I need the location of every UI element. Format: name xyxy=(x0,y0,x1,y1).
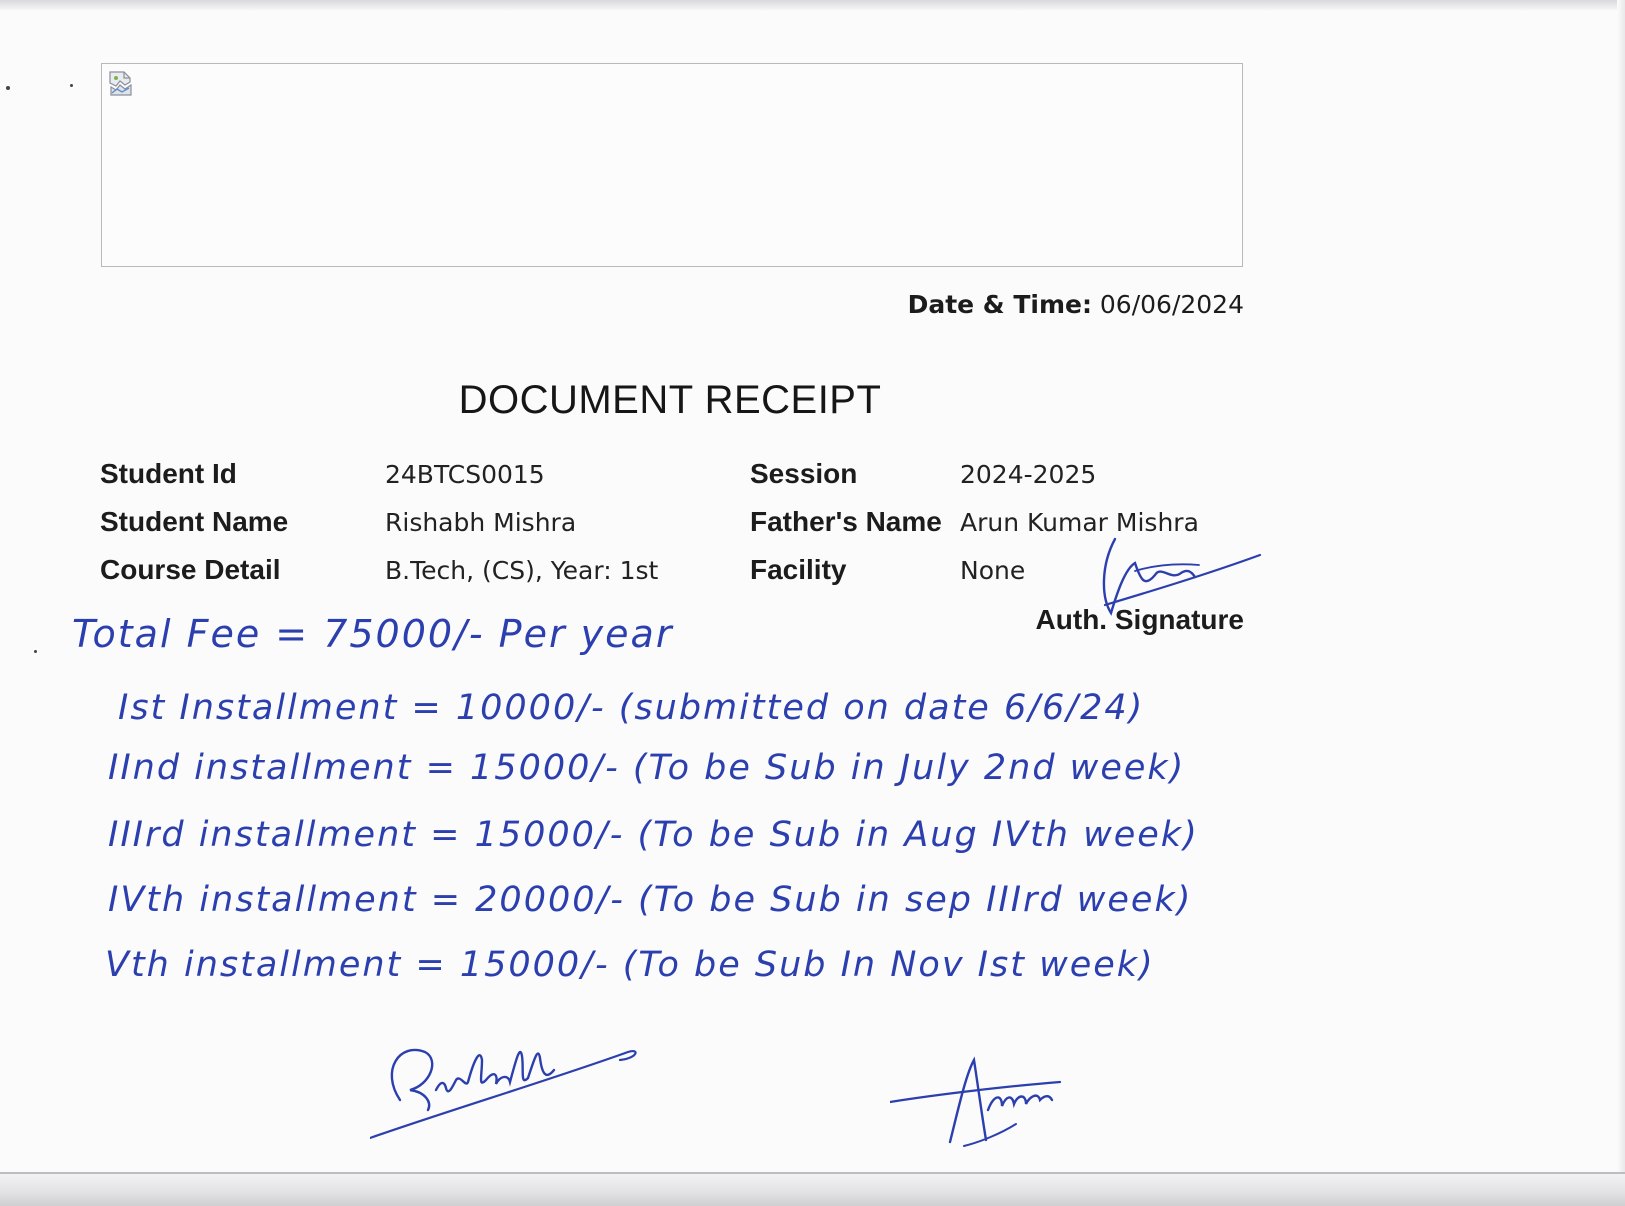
page-title: DOCUMENT RECEIPT xyxy=(458,378,882,422)
scan-speck xyxy=(70,84,73,87)
course-detail-label: Course Detail xyxy=(100,554,281,585)
broken-image-icon xyxy=(107,69,135,97)
scan-speck xyxy=(34,650,37,653)
auth-signature-label: Auth. Signature xyxy=(1035,604,1244,635)
handwritten-note: IInd installment = 15000/- (To be Sub in July 2nd week) xyxy=(108,748,1186,788)
handwritten-note: Total Fee = 75000/- Per year xyxy=(72,612,674,656)
session-value: 2024-2025 xyxy=(960,460,1097,489)
course-detail-value: B.Tech, (CS), Year: 1st xyxy=(385,556,659,585)
student-name-value: Rishabh Mishra xyxy=(385,508,577,537)
father-name-label: Father's Name xyxy=(750,506,942,537)
date-time-value: 06/06/2024 xyxy=(1099,290,1244,319)
student-name-label: Student Name xyxy=(100,506,289,537)
student-id-value: 24BTCS0015 xyxy=(385,460,545,489)
father-name-value: Arun Kumar Mishra xyxy=(960,508,1199,537)
handwritten-note: IIIrd installment = 15000/- (To be Sub in Aug IVth week) xyxy=(108,815,1199,855)
scan-right-edge xyxy=(1617,0,1625,1206)
scan-top-edge xyxy=(0,0,1625,10)
scan-speck xyxy=(6,86,10,90)
parent-signature xyxy=(890,1050,1100,1155)
student-id-label: Student Id xyxy=(100,458,237,489)
date-time-label: Date & Time: xyxy=(907,290,1092,319)
scan-bottom-edge xyxy=(0,1172,1625,1206)
handwritten-note: IVth installment = 20000/- (To be Sub in sep IIIrd week) xyxy=(108,880,1193,920)
session-label: Session xyxy=(750,458,858,489)
date-time xyxy=(880,290,1244,319)
facility-label: Facility xyxy=(750,554,847,585)
handwritten-note: Vth installment = 15000/- (To be Sub In Nov Ist week) xyxy=(105,945,1155,985)
handwritten-note: Ist Installment = 10000/- (submitted on date 6/6/24) xyxy=(118,688,1145,728)
facility-value: None xyxy=(960,556,1026,585)
student-signature xyxy=(370,1030,670,1150)
logo-placeholder xyxy=(101,63,1243,267)
